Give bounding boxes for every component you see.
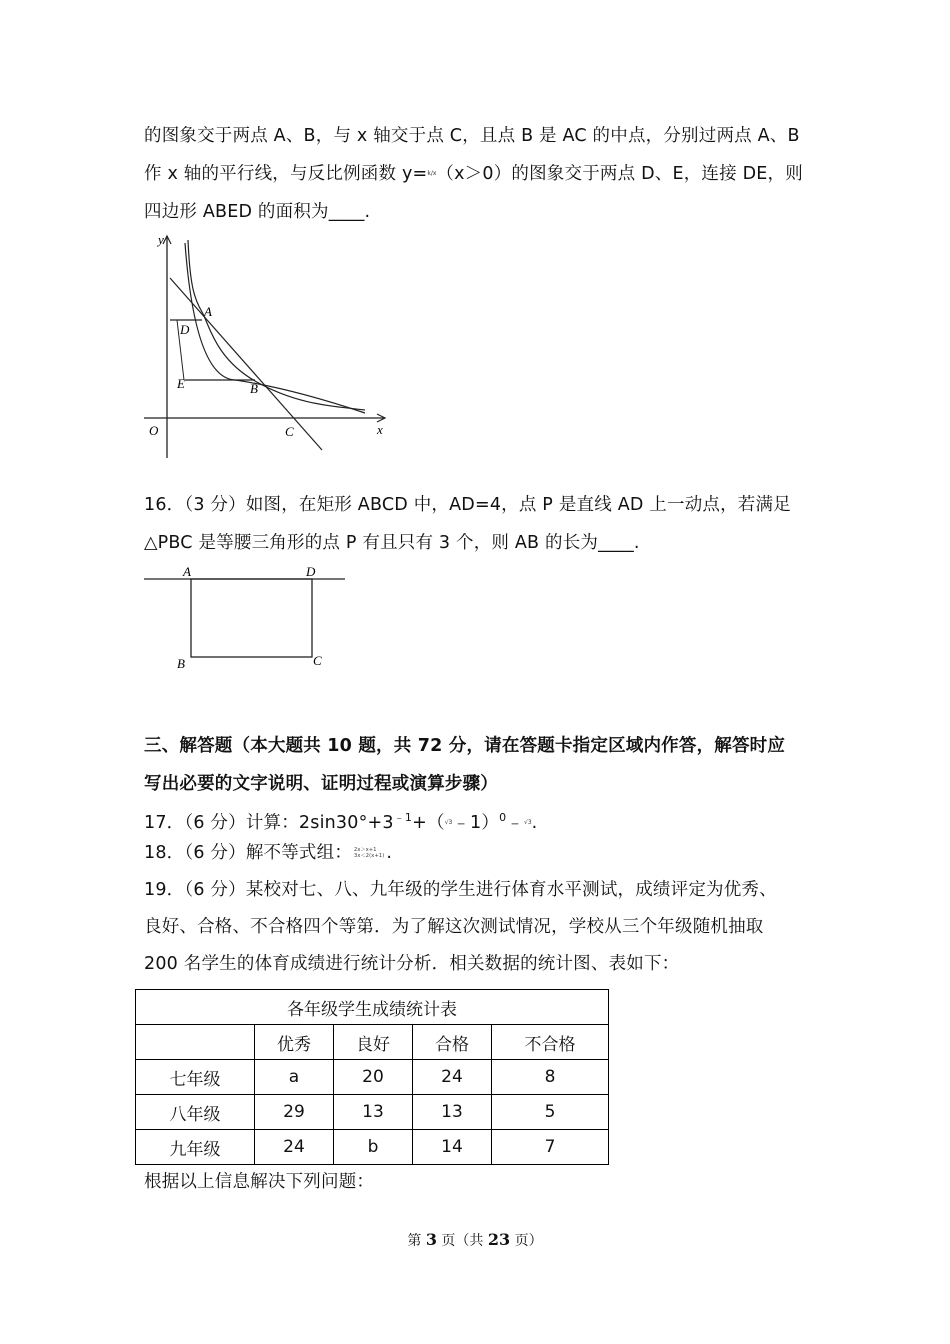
footer-mid: 页（共	[436, 1233, 488, 1249]
table-header-cell: 良好	[334, 1025, 413, 1060]
table-cell: 13	[413, 1095, 492, 1130]
footer-pre: 第	[407, 1233, 426, 1249]
hyperbola-inner	[188, 240, 365, 410]
label-d: D	[180, 322, 190, 337]
table-title: 各年级学生成绩统计表	[136, 990, 609, 1025]
label-y: y	[158, 232, 164, 247]
q18-end: .	[386, 843, 393, 863]
table-cell: 七年级	[136, 1060, 255, 1095]
q16-line-1: 16．（3 分）如图，在矩形 ABCD 中，AD=4，点 P 是直线 AD 上一动点，若满足	[144, 495, 791, 515]
q18	[144, 841, 392, 865]
hyperbola-outer	[185, 243, 365, 413]
q17-mid2: ﹣1）	[452, 812, 500, 833]
label-d: D	[306, 564, 316, 579]
q19-line-1: 19．（6 分）某校对七、八、九年级的学生进行体育水平测试，成绩评定为优秀、	[144, 880, 777, 900]
label-b: B	[177, 656, 185, 671]
table-header-cell: 优秀	[255, 1025, 334, 1060]
q18-system	[354, 847, 384, 859]
q17-mid: +（	[412, 812, 445, 833]
label-c: C	[285, 424, 294, 439]
q15-figure	[140, 228, 400, 468]
q17-exp2: 0	[499, 811, 507, 824]
table-cell: 7	[492, 1130, 609, 1165]
q18-ineq2: 3x＜2(x+1)	[354, 853, 385, 859]
q17-mid3: ﹣	[506, 812, 524, 833]
table-cell: 九年级	[136, 1130, 255, 1165]
table-header-cell: 合格	[413, 1025, 492, 1060]
label-a: A	[183, 564, 191, 579]
q17-exp1: ﹣1	[393, 811, 413, 824]
table-title-row	[136, 990, 609, 1025]
q17-prefix: 17．（6 分）计算：2sin30°+3	[144, 812, 394, 833]
q19-line-2: 良好、合格、不合格四个等第．为了解这次测试情况，学校从三个年级随机抽取	[144, 917, 764, 937]
q19-line-3: 200 名学生的体育成绩进行统计分析．相关数据的统计图、表如下：	[144, 954, 680, 974]
table-cell: b	[334, 1130, 413, 1165]
footer-page-number: 3	[425, 1230, 437, 1249]
q19-followup: 根据以上信息解决下列问题：	[144, 1172, 375, 1192]
q18-ineq1: 2x＞x+1	[354, 847, 377, 853]
table-cell: 20	[334, 1060, 413, 1095]
table-header-cell: 不合格	[492, 1025, 609, 1060]
q15-fraction: k/x	[427, 170, 437, 177]
label-e: E	[177, 376, 185, 391]
q17-root1: √3	[444, 818, 453, 826]
table-cell: a	[255, 1060, 334, 1095]
q17-end: .	[531, 812, 538, 833]
label-c: C	[313, 653, 322, 668]
table-cell: 5	[492, 1095, 609, 1130]
q18-prefix: 18．（6 分）解不等式组：	[144, 843, 353, 863]
table-header-cell	[136, 1025, 255, 1060]
table-cell: 29	[255, 1095, 334, 1130]
footer-post: 页）	[510, 1233, 543, 1249]
q17	[144, 806, 537, 835]
q16-figure	[140, 560, 355, 675]
q15-line-1: 的图象交于两点 A、B，与 x 轴交于点 C，且点 B 是 AC 的中点，分别过两点 A、B	[144, 126, 800, 146]
line-abc	[170, 278, 322, 450]
footer-total-pages: 23	[487, 1230, 511, 1249]
q15-line-3: 四边形 ABED 的面积为____.	[144, 202, 371, 222]
grade-stats-table	[135, 989, 609, 1165]
q17-root2: √3	[524, 818, 532, 826]
table-cell: 8	[492, 1060, 609, 1095]
rectangle-abcd	[191, 579, 312, 657]
table-row	[136, 1095, 609, 1130]
label-a: A	[204, 304, 212, 319]
label-x: x	[377, 422, 383, 437]
table-cell: 13	[334, 1095, 413, 1130]
table-cell: 八年级	[136, 1095, 255, 1130]
q16-line-2: △PBC 是等腰三角形的点 P 有且只有 3 个，则 AB 的长为____.	[144, 533, 640, 553]
table-row	[136, 1130, 609, 1165]
q15-line-2-text-b: （x＞0）的图象交于两点 D、E，连接 DE，则	[436, 164, 803, 184]
page-footer	[0, 1230, 950, 1250]
section-heading-line-1: 三、解答题（本大题共 10 题，共 72 分，请在答题卡指定区域内作答，解答时应	[144, 736, 786, 756]
q15-line-2-text-a: 作 x 轴的平行线，与反比例函数 y=	[144, 164, 428, 184]
section-heading-line-2: 写出必要的文字说明、证明过程或演算步骤）	[144, 774, 498, 794]
table-row	[136, 1060, 609, 1095]
table-header-row	[136, 1025, 609, 1060]
table-cell: 24	[255, 1130, 334, 1165]
label-b: B	[250, 381, 258, 396]
table-cell: 24	[413, 1060, 492, 1095]
table-cell: 14	[413, 1130, 492, 1165]
label-o: O	[149, 423, 159, 438]
q15-line-2	[144, 162, 803, 186]
